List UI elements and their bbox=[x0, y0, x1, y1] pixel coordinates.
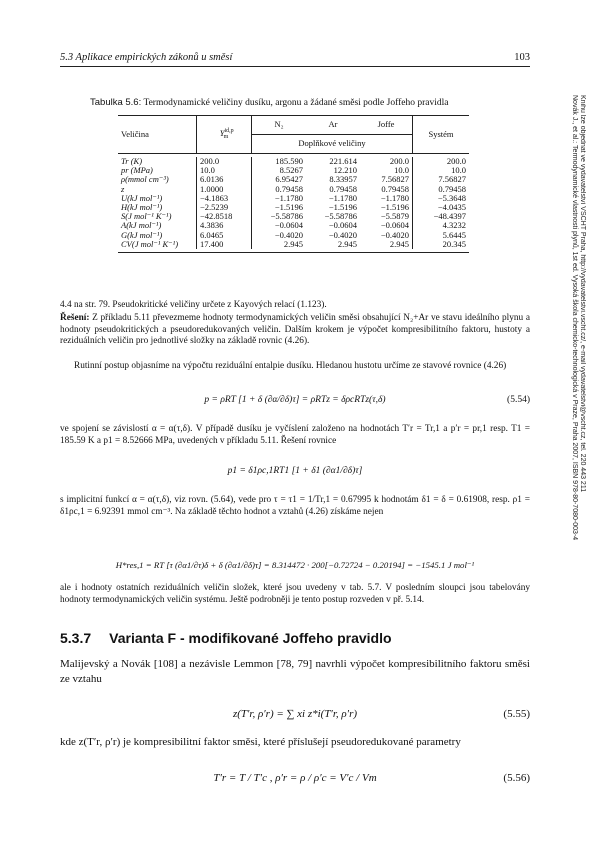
cell-joffe: 2.945 bbox=[389, 238, 409, 249]
equation-5-56 bbox=[60, 772, 530, 784]
col-header-ideal bbox=[197, 116, 252, 154]
paragraph-solution bbox=[60, 313, 530, 348]
equation-p1-body: p1 = δ1ρc,1RT1 [1 + δ1 (∂α1/∂δ)τ] bbox=[227, 466, 363, 476]
cell-joffe: 0.79458 bbox=[381, 183, 409, 194]
cell-ideal: −42.8518 bbox=[197, 212, 252, 221]
col-header-n2: N₂ bbox=[252, 116, 307, 135]
cell-ideal: −4.1863 bbox=[197, 194, 252, 203]
cell-ideal: 6.0136 bbox=[197, 175, 252, 184]
cell-ideal: 4.3836 bbox=[197, 221, 252, 230]
cell-n2: −5.58786 bbox=[252, 212, 307, 221]
cell-n2: 6.95427 bbox=[252, 175, 307, 184]
side-citation-line1: Novák J., et al.: Termodynamické vlastnosti plynů, 1st ed. Vysoká škola chemicko-technologická v Praze, Praha 2007, ISBN 978-80-7080-003-4 bbox=[571, 95, 578, 541]
cell-ar: 0.79458 bbox=[329, 183, 357, 194]
row-label: U(kJ mol⁻¹) bbox=[121, 192, 163, 203]
equation-hres-body: H*res,1 = RT [τ (∂α1/∂τ)δ + δ (∂α1/∂δ)τ] = 8.314472 · 200[−0.72724 − 0.20194] = −1545.1 J mol⁻¹ bbox=[115, 560, 475, 570]
row-label: H(kJ mol⁻¹) bbox=[121, 202, 163, 213]
equation-5-56-number: (5.56) bbox=[503, 772, 530, 784]
cell-system: 4.3232 bbox=[413, 221, 470, 230]
row-label: S(J mol⁻¹ K⁻¹) bbox=[121, 211, 172, 222]
running-header bbox=[60, 52, 530, 63]
equation-5-55-number: (5.55) bbox=[503, 708, 530, 720]
cell-n2: 8.5267 bbox=[252, 166, 307, 175]
paragraph-5: s implicitní funkcí α = α(τ,δ), viz rovn. (5.64), vede pro τ = τ1 = 1/Tr,1 = 0.67995 k hodnotám δ1 = δ = 0.61908, resp. ρ1 = δ1ρc,1 = 6.92391 mmol cm⁻³. Na základě těchto hodnot a vztahů (4.26) získáme nejen bbox=[60, 495, 530, 517]
cell-joffe: 10.0 bbox=[394, 165, 409, 176]
cell-system: −48.4397 bbox=[413, 212, 470, 221]
cell-ar: 2.945 bbox=[337, 238, 357, 249]
paragraph-1: 4.4 na str. 79. Pseudokritické veličiny určete z Kayových relací (1.123). bbox=[60, 300, 327, 310]
side-citation-line2: Knihu lze objednat ve vydavatelství VŠCHT Praha, http://vydavatelstvi.vscht.cz/, e-mail vydavatelstvi@vscht.cz, tel. 220 443 211 bbox=[579, 95, 586, 493]
cell-ideal: 1.0000 bbox=[197, 185, 252, 194]
cell-n2: 0.79458 bbox=[252, 185, 307, 194]
cell-ar: 221.614 bbox=[329, 156, 357, 166]
equation-5-56-body: T′r = T / T′c , ρ′r = ρ / ρ′c = V′c / Vm bbox=[213, 772, 377, 784]
section-heading bbox=[60, 630, 410, 646]
row-label: A(kJ mol⁻¹) bbox=[121, 220, 162, 231]
cell-ideal: 10.0 bbox=[197, 166, 252, 175]
cell-system: 200.0 bbox=[413, 157, 470, 166]
cell-system: −5.3648 bbox=[413, 194, 470, 203]
row-label: G(kJ mol⁻¹) bbox=[121, 229, 163, 240]
row-label: pr (MPa) bbox=[121, 165, 153, 176]
cell-ideal: 200.0 bbox=[197, 157, 252, 166]
cell-joffe: −0.4020 bbox=[380, 229, 409, 240]
section-title: Varianta F - modifikované Joffeho pravidlo bbox=[109, 630, 392, 646]
data-table bbox=[118, 115, 469, 253]
col-header-ideal-sym: Y bbox=[219, 127, 225, 138]
row-label: CV(J mol⁻¹ K⁻¹) bbox=[121, 238, 179, 249]
table-row bbox=[118, 240, 469, 249]
col-header-ar: Ar bbox=[306, 116, 360, 135]
cell-ar: −0.0604 bbox=[328, 220, 357, 231]
page-number: 103 bbox=[514, 52, 530, 63]
cell-joffe: −1.1780 bbox=[380, 192, 409, 203]
table-caption-label: Tabulka 5.6: bbox=[90, 97, 142, 108]
section-number: 5.3.7 bbox=[60, 630, 92, 646]
cell-joffe: −5.5879 bbox=[380, 211, 409, 222]
cell-joffe: 7.56827 bbox=[381, 174, 409, 185]
cell-ar: 8.33957 bbox=[329, 174, 357, 185]
equation-hres bbox=[60, 560, 530, 571]
cell-ideal: 17.400 bbox=[197, 240, 252, 249]
cell-ar: −5.58786 bbox=[324, 211, 357, 222]
header-rule bbox=[60, 66, 530, 67]
paragraph-4: ve spojení se závislostí α = α(τ,δ). V případě dusíku je vyčíslení založeno na hodnotách T′r = Tr,1 a p′r = pr,1 resp. T1 = 185.59 K a p1 = 8.52666 MPa, uvedených v příkladu 5.11. Řešení rovnice bbox=[60, 424, 530, 446]
paragraph-7: Malijevský a Novák [108] a nezávisle Lemmon [78, 79] navrhli výpočet kompresibilitního faktoru směsi ze vztahu bbox=[60, 658, 530, 685]
cell-system: 20.345 bbox=[413, 240, 470, 249]
paragraph-8: kde z(T′r, ρ′r) je kompresibilitní faktor směsi, které příslušejí pseudoredukované parametry bbox=[60, 736, 461, 748]
cell-system: 10.0 bbox=[413, 166, 470, 175]
row-label: Tr (K) bbox=[121, 156, 143, 166]
col-header-group: Doplňkové veličiny bbox=[252, 135, 413, 154]
cell-n2: −1.1780 bbox=[252, 194, 307, 203]
equation-5-54 bbox=[60, 395, 530, 405]
cell-ideal: −2.5239 bbox=[197, 203, 252, 212]
equation-5-54-body: p = ρRT [1 + δ (∂α/∂δ)τ] = ρRTz = δρcRTz(τ,δ) bbox=[204, 395, 386, 405]
table-caption-text: Termodynamické veličiny dusíku, argonu a žádané směsi podle Joffeho pravidla bbox=[143, 98, 449, 108]
cell-system: −4.0435 bbox=[413, 203, 470, 212]
equation-5-55-body: z(T′r, ρ′r) = ∑ xi z*i(T′r, ρ′r) bbox=[232, 708, 358, 720]
equation-5-54-number: (5.54) bbox=[507, 395, 530, 405]
paragraph-3: Rutinní postup objasníme na výpočtu reziduální entalpie dusíku. Hledanou hustotu určíme ze stavové rovnice (4.26) bbox=[74, 361, 507, 371]
paragraph-6: ale i hodnoty ostatních reziduálních veličin složek, které jsou uvedeny v tab. 5.7. V posledním sloupci jsou tabelovány hodnoty termodynamických veličin systému. Ještě podrobněji je tento postup rozveden v př. 5.14. bbox=[60, 583, 530, 605]
cell-joffe: 200.0 bbox=[389, 156, 409, 166]
row-label: ρ(mmol cm⁻³) bbox=[121, 174, 169, 185]
cell-system: 0.79458 bbox=[413, 185, 470, 194]
cell-ar: 12.210 bbox=[333, 165, 357, 176]
cell-n2: −0.4020 bbox=[252, 231, 307, 240]
col-header-ideal-sup: id,p bbox=[224, 127, 234, 134]
cell-ar: −0.4020 bbox=[328, 229, 357, 240]
row-label: z bbox=[121, 183, 125, 194]
side-citation bbox=[566, 95, 586, 615]
table-caption bbox=[90, 97, 448, 108]
col-header-label: Veličina bbox=[118, 116, 197, 154]
header-section-title: 5.3 Aplikace empirických zákonů u směsí bbox=[60, 52, 233, 63]
cell-n2: −1.5196 bbox=[252, 203, 307, 212]
col-header-joffe: Joffe bbox=[360, 116, 413, 135]
cell-n2: 2.945 bbox=[252, 240, 307, 249]
cell-n2: −0.0604 bbox=[252, 221, 307, 230]
cell-ar: −1.5196 bbox=[328, 202, 357, 213]
cell-ideal: 6.0465 bbox=[197, 231, 252, 240]
cell-joffe: −1.5196 bbox=[380, 202, 409, 213]
col-header-ideal-sub: m bbox=[223, 134, 229, 141]
cell-system: 7.56827 bbox=[413, 175, 470, 184]
cell-joffe: −0.0604 bbox=[380, 220, 409, 231]
cell-ar: −1.1780 bbox=[328, 192, 357, 203]
equation-5-55 bbox=[60, 708, 530, 720]
solution-text: Z příkladu 5.11 převezmeme hodnoty termodynamických veličin směsi obsahující N₂+Ar ve stavu ideálního plynu a hodnoty pseudokritických a pseudoredukovaných veličin. Dalším krokem je výpočet kompresibilitního faktoru, hustoty a reziduálních veličin pro jednotlivé složky na základě rovnic (4.26). bbox=[60, 313, 530, 346]
cell-system: 5.6445 bbox=[413, 231, 470, 240]
col-header-system: Systém bbox=[413, 116, 470, 154]
solution-label: Řešení: bbox=[60, 313, 90, 323]
equation-p1 bbox=[60, 466, 530, 476]
cell-n2: 185.590 bbox=[252, 157, 307, 166]
